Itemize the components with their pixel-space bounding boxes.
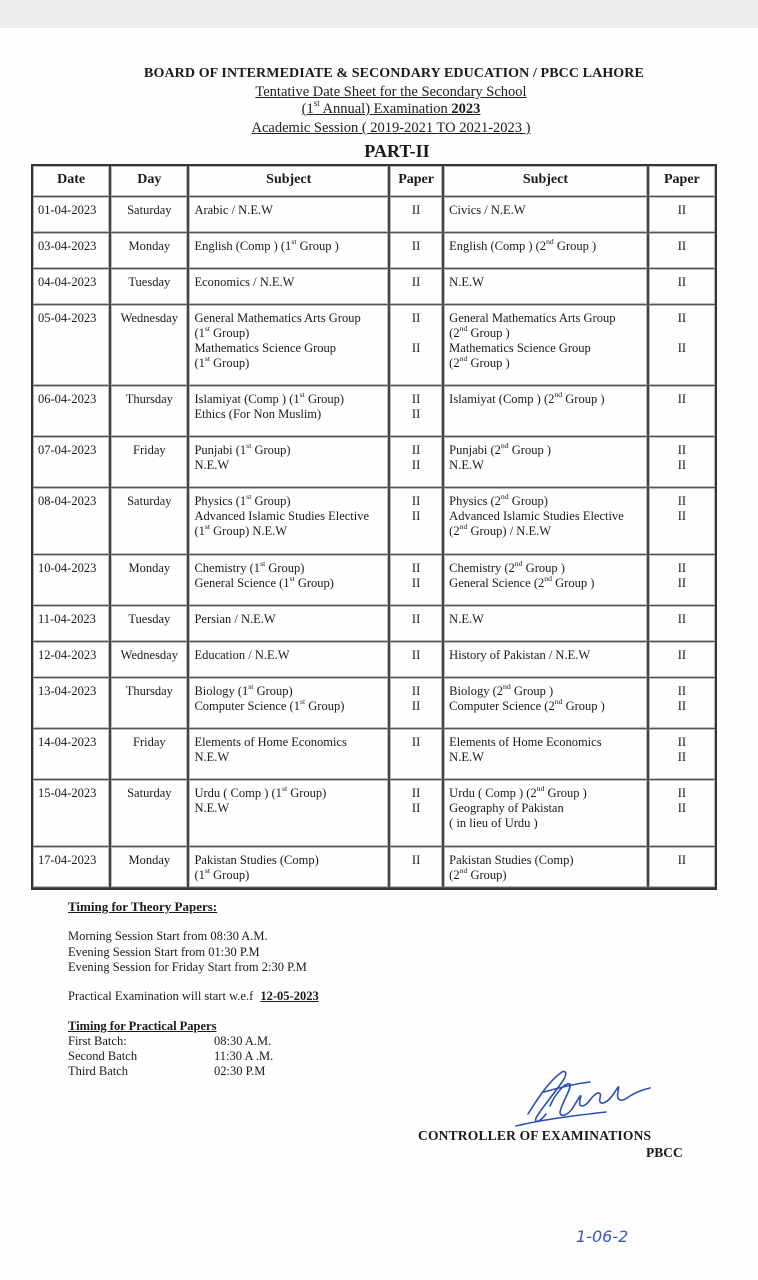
column-header-paper-1: Paper xyxy=(390,166,444,197)
subject-cell: Physics (1st Group) Advanced Islamic Studies Elective (1st Group) N.E.W xyxy=(189,488,390,555)
table-row xyxy=(33,678,715,729)
column-header-date: Date xyxy=(33,166,111,197)
table-row xyxy=(33,642,715,678)
paper-cell: II xyxy=(390,197,444,233)
paper-cell: II II xyxy=(390,780,444,847)
column-header-paper-2: Paper xyxy=(649,166,715,197)
top-bar xyxy=(0,0,758,28)
paper-cell: II II xyxy=(390,488,444,555)
day-cell: Saturday xyxy=(111,780,189,847)
table-row xyxy=(33,269,715,305)
day-cell: Thursday xyxy=(111,678,189,729)
theory-timing-heading: Timing for Theory Papers: xyxy=(68,899,218,914)
paper-cell: II xyxy=(649,386,715,437)
subject-cell: General Mathematics Arts Group (2nd Group ) Mathematics Science Group (2nd Group ) xyxy=(444,305,649,386)
paper-cell: II II xyxy=(649,780,715,847)
paper-cell: II II xyxy=(649,305,715,386)
date-cell: 11-04-2023 xyxy=(33,606,111,642)
evening-session: Evening Session Start from 01:30 P.M xyxy=(68,945,260,959)
subject-cell: Punjabi (1st Group) N.E.W xyxy=(189,437,390,488)
table-row xyxy=(33,305,715,386)
table-row xyxy=(33,386,715,437)
table-row xyxy=(33,606,715,642)
paper-cell: II II xyxy=(390,305,444,386)
column-header-subject-2: Subject xyxy=(444,166,649,197)
day-cell: Monday xyxy=(111,555,189,606)
date-cell: 17-04-2023 xyxy=(33,847,111,888)
paper-cell: II xyxy=(649,642,715,678)
subject-cell: Urdu ( Comp ) (2nd Group ) Geography of Pakistan ( in lieu of Urdu ) xyxy=(444,780,649,847)
day-cell: Tuesday xyxy=(111,269,189,305)
friday-session: Evening Session for Friday Start from 2:30 P.M xyxy=(68,960,307,974)
subject-cell: English (Comp ) (1st Group ) xyxy=(189,233,390,269)
day-cell: Friday xyxy=(111,729,189,780)
date-cell: 07-04-2023 xyxy=(33,437,111,488)
date-cell: 08-04-2023 xyxy=(33,488,111,555)
subject-cell: Elements of Home Economics N.E.W xyxy=(189,729,390,780)
paper-cell: II II xyxy=(649,488,715,555)
paper-cell: II xyxy=(649,606,715,642)
subject-cell: Biology (2nd Group ) Computer Science (2nd Group ) xyxy=(444,678,649,729)
day-cell: Monday xyxy=(111,233,189,269)
date-cell: 15-04-2023 xyxy=(33,780,111,847)
table-row xyxy=(33,197,715,233)
paper-cell: II xyxy=(390,847,444,888)
subject-cell: Islamiyat (Comp ) (1st Group) Ethics (For Non Muslim) xyxy=(189,386,390,437)
subject-cell: Elements of Home Economics N.E.W xyxy=(444,729,649,780)
subject-cell: Chemistry (2nd Group ) General Science (2nd Group ) xyxy=(444,555,649,606)
paper-cell: II xyxy=(390,729,444,780)
subject-cell: Pakistan Studies (Comp) (2nd Group) xyxy=(444,847,649,888)
subject-cell: Punjabi (2nd Group ) N.E.W xyxy=(444,437,649,488)
paper-cell: II II xyxy=(390,437,444,488)
paper-cell: II II xyxy=(649,729,715,780)
signature xyxy=(510,1062,660,1132)
paper-cell: II II xyxy=(649,555,715,606)
date-cell: 13-04-2023 xyxy=(33,678,111,729)
date-cell: 12-04-2023 xyxy=(33,642,111,678)
handwritten-note xyxy=(576,1222,648,1250)
subject-cell: Pakistan Studies (Comp) (1st Group) xyxy=(189,847,390,888)
date-sheet-title: Tentative Date Sheet for the Secondary School xyxy=(255,84,527,100)
day-cell: Friday xyxy=(111,437,189,488)
subject-cell: Economics / N.E.W xyxy=(189,269,390,305)
subject-cell: N.E.W xyxy=(444,269,649,305)
day-cell: Wednesday xyxy=(111,305,189,386)
subject-cell: History of Pakistan / N.E.W xyxy=(444,642,649,678)
subject-cell: N.E.W xyxy=(444,606,649,642)
subject-cell: Civics / N.E.W xyxy=(444,197,649,233)
table-row xyxy=(33,729,715,780)
subject-cell: Persian / N.E.W xyxy=(189,606,390,642)
date-cell: 10-04-2023 xyxy=(33,555,111,606)
exam-title: (1st Annual) Examination 2023 xyxy=(301,97,481,117)
paper-cell: II xyxy=(649,847,715,888)
day-cell: Wednesday xyxy=(111,642,189,678)
batch-row: Second Batch 11:30 A .M. xyxy=(68,1049,274,1063)
column-header-day: Day xyxy=(111,166,189,197)
day-cell: Saturday xyxy=(111,488,189,555)
date-cell: 04-04-2023 xyxy=(33,269,111,305)
table-row xyxy=(33,555,715,606)
paper-cell: II xyxy=(649,197,715,233)
date-cell: 14-04-2023 xyxy=(33,729,111,780)
table-row xyxy=(33,233,715,269)
subject-cell: Arabic / N.E.W xyxy=(189,197,390,233)
day-cell: Tuesday xyxy=(111,606,189,642)
organization-name: PBCC xyxy=(646,1145,683,1160)
paper-cell: II II xyxy=(390,678,444,729)
date-cell: 03-04-2023 xyxy=(33,233,111,269)
subject-cell: Chemistry (1st Group) General Science (1st Group) xyxy=(189,555,390,606)
table-header-row xyxy=(33,166,715,197)
table-body xyxy=(33,197,715,888)
subject-cell: General Mathematics Arts Group (1st Group) Mathematics Science Group (1st Group) xyxy=(189,305,390,386)
paper-cell: II xyxy=(390,606,444,642)
table-row xyxy=(33,847,715,888)
table-row xyxy=(33,780,715,847)
paper-cell: II II xyxy=(649,678,715,729)
paper-cell: II xyxy=(649,269,715,305)
subject-cell: Physics (2nd Group) Advanced Islamic Studies Elective (2nd Group) / N.E.W xyxy=(444,488,649,555)
day-cell: Saturday xyxy=(111,197,189,233)
date-cell: 01-04-2023 xyxy=(33,197,111,233)
subject-cell: Biology (1st Group) Computer Science (1st Group) xyxy=(189,678,390,729)
paper-cell: II II xyxy=(390,386,444,437)
paper-cell: II xyxy=(390,269,444,305)
subject-cell: English (Comp ) (2nd Group ) xyxy=(444,233,649,269)
paper-cell: II II xyxy=(649,437,715,488)
subject-cell: Islamiyat (Comp ) (2nd Group ) xyxy=(444,386,649,437)
part-heading: PART-II xyxy=(364,141,430,161)
paper-cell: II xyxy=(390,642,444,678)
subject-cell: Urdu ( Comp ) (1st Group) N.E.W xyxy=(189,780,390,847)
date-sheet-table xyxy=(31,164,717,890)
practical-timing-heading: Timing for Practical Papers xyxy=(68,1019,217,1033)
paper-cell: II xyxy=(390,233,444,269)
academic-session: Academic Session ( 2019-2021 TO 2021-2023 ) xyxy=(251,120,531,136)
practical-date: 12-05-2023 xyxy=(260,989,319,1003)
batch-row: Third Batch 02:30 P.M xyxy=(68,1064,266,1078)
morning-session: Morning Session Start from 08:30 A.M. xyxy=(68,929,268,943)
date-cell: 05-04-2023 xyxy=(33,305,111,386)
day-cell: Monday xyxy=(111,847,189,888)
controller-title: CONTROLLER OF EXAMINATIONS xyxy=(418,1128,652,1143)
svg-text:1-06-2: 1-06-2 xyxy=(576,1227,629,1246)
board-title: BOARD OF INTERMEDIATE & SECONDARY EDUCATION / PBCC LAHORE xyxy=(144,66,644,81)
table-row xyxy=(33,437,715,488)
practical-note: Practical Examination will start w.e.f 12-05-2023 xyxy=(68,989,319,1003)
table-row xyxy=(33,488,715,555)
batch-row: First Batch: 08:30 A.M. xyxy=(68,1034,272,1048)
paper-cell: II II xyxy=(390,555,444,606)
subject-cell: Education / N.E.W xyxy=(189,642,390,678)
day-cell: Thursday xyxy=(111,386,189,437)
date-cell: 06-04-2023 xyxy=(33,386,111,437)
column-header-subject-1: Subject xyxy=(189,166,390,197)
paper-cell: II xyxy=(649,233,715,269)
